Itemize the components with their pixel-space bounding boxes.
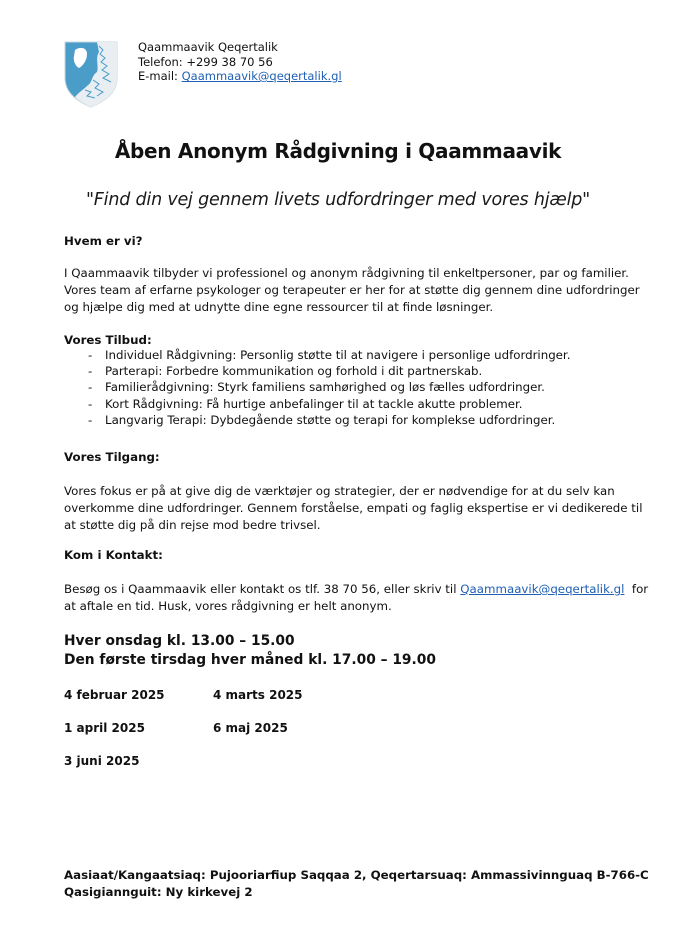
bullet-dash: - xyxy=(88,412,93,427)
page-subtitle: "Find din vej gennem livets udfordringer med vores hjælp" xyxy=(85,190,591,210)
weekly-hours: Hver onsdag kl. 13.00 – 15.00 xyxy=(64,633,295,649)
approach-heading: Vores Tilgang: xyxy=(64,450,160,464)
coat-of-arms-shield-icon xyxy=(63,40,119,108)
footer-address-line: Aasiaat/Kangaatsiaq: Pujooriarfiup Saqqaa 2, Qeqertarsuaq: Ammassivinnguaq B-766-C xyxy=(64,868,649,882)
header-contact-block xyxy=(138,40,342,84)
date-item: 1 april 2025 xyxy=(64,721,145,735)
email-row xyxy=(138,69,342,84)
date-item: 6 maj 2025 xyxy=(213,721,288,735)
contact-paragraph xyxy=(64,581,648,615)
offer-text: Familierådgivning: Styrk familiens samhørighed og løs fælles udfordringer. xyxy=(105,380,545,395)
contact-heading: Kom i Kontakt: xyxy=(64,548,163,562)
about-line: I Qaammaavik tilbyder vi professionel og anonym rådgivning til enkeltpersoner, par og familier. xyxy=(64,266,629,280)
bullet-dash: - xyxy=(88,396,93,411)
approach-line: overkomme dine udfordringer. Gennem forståelse, empati og faglig ekspertise er vi dedikerede til xyxy=(64,501,643,515)
email-label: E-mail: xyxy=(138,69,182,83)
bullet-dash: - xyxy=(88,380,93,395)
org-name: Qaammaavik Qeqertalik xyxy=(138,40,278,54)
page-title: Åben Anonym Rådgivning i Qaammaavik xyxy=(114,139,562,163)
date-item: 4 marts 2025 xyxy=(213,688,303,702)
bullet-dash: - xyxy=(88,348,93,362)
date-item: 4 februar 2025 xyxy=(64,688,165,702)
contact-text: Besøg os i Qaammaavik eller kontakt os tlf. 38 70 56, eller skriv til xyxy=(64,582,461,596)
approach-line: at støtte dig på din rejse mod bedre trivsel. xyxy=(64,518,321,532)
contact-line xyxy=(64,581,648,598)
footer-address-line: Qasigiannguit: Ny kirkevej 2 xyxy=(64,884,253,899)
header-email-link[interactable]: Qaammaavik@qeqertalik.gl xyxy=(181,69,342,83)
date-item: 3 juni 2025 xyxy=(64,754,140,768)
approach-line: Vores fokus er på at give dig de værktøjer og strategier, der er nødvendige for at du selv kan xyxy=(64,484,615,498)
about-paragraph xyxy=(64,265,640,316)
opening-hours xyxy=(64,632,436,670)
offer-text: Parterapi: Forbedre kommunikation og forhold i dit partnerskab. xyxy=(105,364,483,379)
footer-addresses xyxy=(64,867,649,900)
contact-line: at aftale en tid. Husk, vores rådgivning er helt anonym. xyxy=(64,599,392,613)
offers-heading: Vores Tilbud: xyxy=(64,333,152,347)
about-line: Vores team af erfarne psykologer og terapeuter er her for at støtte dig gennem dine udfordringer xyxy=(64,283,640,297)
about-heading: Hvem er vi? xyxy=(64,234,143,248)
monthly-hours: Den første tirsdag hver måned kl. 17.00 – 19.00 xyxy=(64,652,436,668)
offer-text: Individuel Rådgivning: Personlig støtte til at navigere i personlige udfordringer. xyxy=(105,348,571,362)
phone-number: Telefon: +299 38 70 56 xyxy=(138,54,273,69)
about-line: og hjælpe dig med at udnytte dine egne ressourcer til at finde løsninger. xyxy=(64,300,494,314)
approach-paragraph xyxy=(64,483,642,534)
contact-email-link[interactable]: Qaammaavik@qeqertalik.gl xyxy=(460,582,625,596)
offer-text: Langvarig Terapi: Dybdegående støtte og terapi for komplekse udfordringer. xyxy=(105,412,556,427)
offer-text: Kort Rådgivning: Få hurtige anbefalinger til at tackle akutte problemer. xyxy=(105,396,523,411)
contact-text: for xyxy=(624,582,649,596)
bullet-dash: - xyxy=(88,364,93,379)
